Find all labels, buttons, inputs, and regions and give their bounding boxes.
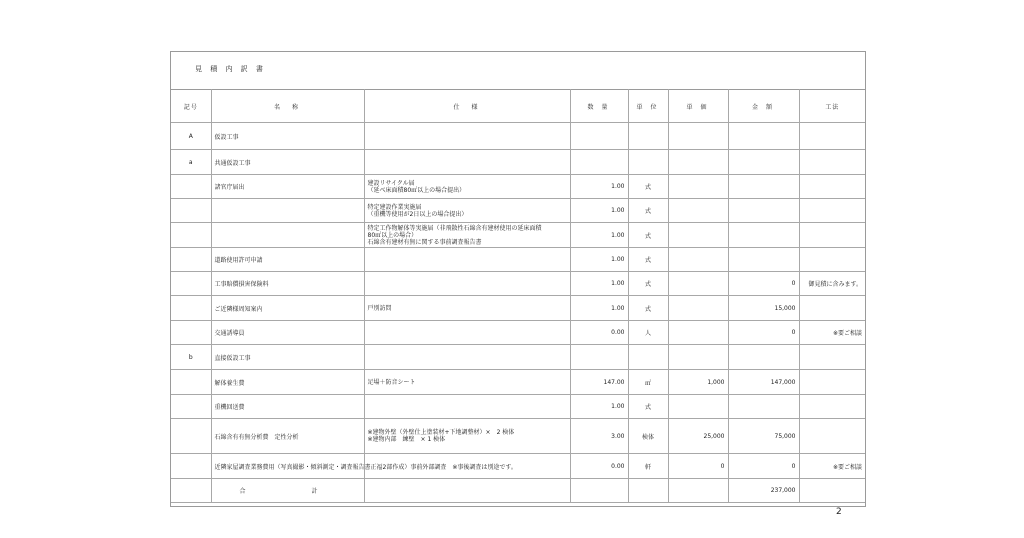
unit-text: 式 — [644, 305, 651, 313]
table-row — [171, 123, 865, 150]
cell-code — [171, 199, 211, 223]
cell-code — [171, 272, 211, 296]
cell-amount — [728, 345, 799, 370]
code-text: a — [188, 158, 193, 166]
cell-unit — [628, 419, 668, 454]
name-text: 諸官庁届出 — [214, 184, 245, 191]
header-qty: 数 量 — [570, 90, 628, 123]
cell-spec — [364, 223, 570, 248]
total-qty-cell — [570, 479, 628, 503]
cell-amount — [728, 395, 799, 419]
cell-name — [211, 395, 364, 419]
cell-spec — [364, 175, 570, 199]
cell-name — [211, 150, 364, 175]
cell-amount — [728, 296, 799, 321]
qty-text: 1.00 — [611, 256, 625, 263]
cell-price — [668, 223, 728, 248]
estimate-breakdown-table — [171, 89, 865, 503]
qty-text: 1.00 — [611, 280, 625, 287]
unit-text: 式 — [644, 257, 651, 264]
cell-price — [668, 419, 728, 454]
cell-qty — [570, 419, 628, 454]
page-number: 2 — [836, 507, 842, 517]
method-text: 御見積に含みます。 — [808, 281, 862, 288]
table-row — [171, 175, 865, 199]
cell-amount — [728, 321, 799, 345]
cell-spec — [364, 395, 570, 419]
cell-qty — [570, 175, 628, 199]
cell-amount — [728, 272, 799, 296]
cell-method — [799, 370, 865, 395]
table-body — [171, 123, 865, 479]
header-code: 記号 — [171, 90, 211, 123]
total-unit-cell — [628, 479, 668, 503]
name-text: 直接仮設工事 — [214, 354, 251, 362]
name-text: 仮設工事 — [214, 133, 239, 141]
name-text: 道路使用許可申請 — [214, 257, 263, 264]
cell-qty — [570, 223, 628, 248]
code-text: A — [188, 132, 193, 140]
cell-name — [211, 123, 364, 150]
unit-text: 式 — [644, 184, 651, 191]
cell-code — [171, 321, 211, 345]
unit-text: 式 — [644, 232, 651, 240]
cell-code — [171, 150, 211, 175]
cell-qty — [570, 370, 628, 395]
cell-code — [171, 419, 211, 454]
price-text: 25,000 — [703, 432, 725, 440]
cell-unit — [628, 223, 668, 248]
cell-code — [171, 248, 211, 272]
cell-qty — [570, 321, 628, 345]
cell-method — [799, 321, 865, 345]
table-row — [171, 419, 865, 454]
cell-name — [211, 272, 364, 296]
estimate-sheet — [170, 51, 866, 507]
name-text: ご近隣様周知案内 — [214, 305, 263, 313]
cell-price — [668, 321, 728, 345]
cell-unit — [628, 321, 668, 345]
method-text: ※要ご相談 — [832, 330, 862, 337]
cell-name — [211, 419, 364, 454]
cell-code — [171, 123, 211, 150]
cell-method — [799, 296, 865, 321]
cell-method — [799, 150, 865, 175]
cell-spec — [364, 419, 570, 454]
qty-text: 1.00 — [611, 183, 625, 190]
cell-name — [211, 345, 364, 370]
cell-spec — [364, 123, 570, 150]
cell-amount — [728, 223, 799, 248]
cell-name — [211, 296, 364, 321]
table-row — [171, 395, 865, 419]
cell-unit — [628, 199, 668, 223]
spec-text: 足場＋防音シート — [367, 378, 416, 386]
spec-text: 戸別訪問 — [367, 304, 392, 312]
unit-text: ㎡ — [644, 379, 651, 387]
cell-name — [211, 175, 364, 199]
table-row — [171, 272, 865, 296]
cell-unit — [628, 370, 668, 395]
cell-amount — [728, 248, 799, 272]
header-method: 工法 — [799, 90, 865, 123]
cell-name — [211, 223, 364, 248]
table-header-row — [171, 90, 865, 123]
cell-unit — [628, 248, 668, 272]
cell-price — [668, 272, 728, 296]
cell-spec — [364, 199, 570, 223]
cell-qty — [570, 150, 628, 175]
table-row — [171, 296, 865, 321]
cell-amount — [728, 370, 799, 395]
cell-name — [211, 248, 364, 272]
table-row — [171, 454, 865, 479]
cell-code — [171, 370, 211, 395]
cell-name — [211, 370, 364, 395]
cell-qty — [570, 199, 628, 223]
cell-method — [799, 345, 865, 370]
amount-text: 0 — [791, 280, 796, 287]
total-amount: 237,000 — [728, 479, 799, 503]
cell-qty — [570, 454, 628, 479]
name-text: 重機回送費 — [214, 404, 245, 411]
cell-price — [668, 175, 728, 199]
cell-spec — [364, 248, 570, 272]
cell-code — [171, 296, 211, 321]
cell-price — [668, 345, 728, 370]
header-unit: 単 位 — [628, 90, 668, 123]
cell-price — [668, 248, 728, 272]
cell-method — [799, 123, 865, 150]
cell-method — [799, 395, 865, 419]
amount-text: 75,000 — [774, 432, 796, 440]
name-text: 交通誘導員 — [214, 330, 245, 337]
price-text: 1,000 — [707, 378, 725, 386]
amount-text: 0 — [791, 329, 796, 336]
cell-amount — [728, 175, 799, 199]
cell-price — [668, 454, 728, 479]
total-code-cell — [171, 479, 211, 503]
cell-method — [799, 175, 865, 199]
cell-method — [799, 272, 865, 296]
total-method-cell — [799, 479, 865, 503]
unit-text: 人 — [644, 330, 651, 337]
cell-qty — [570, 296, 628, 321]
header-spec: 仕 様 — [364, 90, 570, 123]
total-row — [171, 479, 865, 503]
method-text: ※要ご相談 — [832, 463, 862, 471]
qty-text: 1.00 — [611, 304, 625, 312]
table-row — [171, 321, 865, 345]
total-spec-cell — [364, 479, 570, 503]
name-text: 工事賠償損害保険料 — [214, 281, 269, 288]
qty-text: 1.00 — [611, 403, 625, 410]
header-amount: 金 額 — [728, 90, 799, 123]
cell-unit — [628, 345, 668, 370]
cell-qty — [570, 272, 628, 296]
cell-name — [211, 454, 517, 479]
cell-unit — [628, 150, 668, 175]
cell-amount — [728, 419, 799, 454]
table-row — [171, 199, 865, 223]
table-row — [171, 248, 865, 272]
cell-qty — [570, 345, 628, 370]
cell-price — [668, 150, 728, 175]
total-price-cell — [668, 479, 728, 503]
cell-spec — [364, 150, 570, 175]
spec-text: 建設リサイクル届 （延べ床面積80㎡以上の場合提出） — [367, 179, 466, 194]
qty-text: 0.00 — [611, 462, 625, 470]
qty-text: 1.00 — [611, 231, 625, 239]
price-text: 0 — [720, 462, 725, 470]
name-text: 解体養生費 — [214, 379, 245, 387]
unit-text: 式 — [644, 281, 651, 288]
qty-text: 3.00 — [611, 432, 625, 440]
cell-unit — [628, 395, 668, 419]
header-price: 単 価 — [668, 90, 728, 123]
table-row — [171, 223, 865, 248]
cell-method — [799, 223, 865, 248]
unit-text: 式 — [644, 404, 651, 411]
amount-text: 15,000 — [774, 304, 796, 312]
name-text: 共通仮設工事 — [214, 159, 251, 167]
qty-text: 1.00 — [611, 207, 625, 214]
cell-code — [171, 175, 211, 199]
document-title: 見 積 内 訳 書 — [195, 65, 266, 73]
cell-qty — [570, 123, 628, 150]
cell-code — [171, 345, 211, 370]
unit-text: 軒 — [644, 463, 651, 471]
cell-spec — [364, 272, 570, 296]
cell-price — [668, 370, 728, 395]
cell-method — [799, 419, 865, 454]
total-label: 合 計 — [211, 479, 364, 503]
cell-name — [211, 199, 364, 223]
unit-text: 検体 — [641, 433, 654, 441]
cell-price — [668, 199, 728, 223]
cell-amount — [728, 454, 799, 479]
cell-code — [171, 395, 211, 419]
cell-amount — [728, 123, 799, 150]
name-text: 近隣家屋調査業務費用（写真撮影・傾斜測定・調査報告書正福2部作成）事前外部調査 ※事後調査は別途です。 — [214, 463, 517, 471]
cell-unit — [628, 454, 668, 479]
cell-amount — [728, 150, 799, 175]
cell-qty — [570, 395, 628, 419]
cell-spec — [364, 370, 570, 395]
spec-text: 特定工作物解体等実施届（非飛散性石綿含有建材使用の延床面積 80㎡以上の場合） 石綿含有建材有無に関する事前調査報告書 — [367, 224, 542, 246]
cell-name — [211, 321, 364, 345]
code-text: b — [188, 353, 193, 361]
cell-spec — [364, 296, 570, 321]
cell-method — [799, 454, 865, 479]
spec-text: 特定建設作業実施届 （重機等使用が2日以上の場合提出） — [367, 203, 468, 218]
qty-text: 147.00 — [603, 378, 625, 386]
cell-method — [799, 248, 865, 272]
table-row — [171, 345, 865, 370]
header-name: 名 称 — [211, 90, 364, 123]
cell-price — [668, 395, 728, 419]
name-text: 石綿含有有無分析費 定性分析 — [214, 433, 299, 441]
amount-text: 0 — [791, 462, 796, 470]
cell-unit — [628, 123, 668, 150]
cell-code — [171, 223, 211, 248]
cell-price — [668, 123, 728, 150]
cell-unit — [628, 296, 668, 321]
cell-spec — [364, 321, 570, 345]
cell-qty — [570, 248, 628, 272]
unit-text: 式 — [644, 208, 651, 215]
spec-text: ※建物外壁（外壁仕上塗装材+下地調整材）× 2 検体 ※建物内部 練壁 × 1 検体 — [367, 429, 515, 443]
cell-amount — [728, 199, 799, 223]
cell-spec — [364, 345, 570, 370]
amount-text: 147,000 — [770, 378, 796, 386]
qty-text: 0.00 — [611, 329, 625, 336]
cell-code — [171, 454, 211, 479]
cell-method — [799, 199, 865, 223]
cell-unit — [628, 272, 668, 296]
table-row — [171, 150, 865, 175]
table-row — [171, 370, 865, 395]
cell-unit — [628, 175, 668, 199]
cell-price — [668, 296, 728, 321]
